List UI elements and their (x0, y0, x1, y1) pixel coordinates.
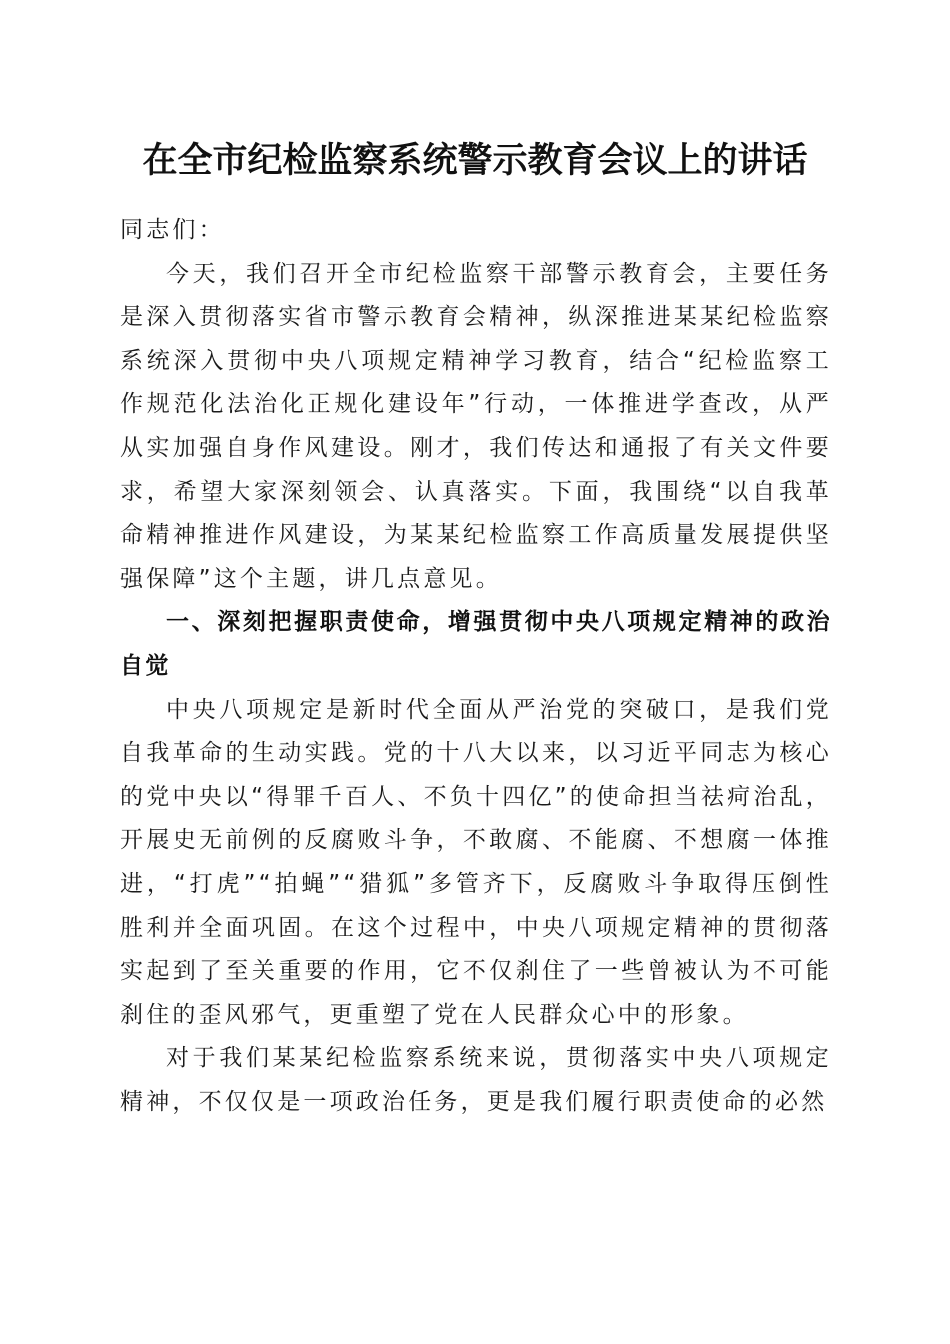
section-heading-1: 一、深刻把握职责使命，增强贯彻中央八项规定精神的政治自觉 (120, 609, 832, 679)
section1-paragraph-1: 中央八项规定是新时代全面从严治党的突破口，是我们党自我革命的生动实践。党的十八大以来，以习近平同志为核心的党中央以“得罪千百人、不负十四亿”的使命担当祛疴治乱，开展史无前例的反腐败斗争，不敢腐、不能腐、不想腐一体推进，“打虎”“拍蝇”“猎狐”多管齐下，反腐败斗争取得压倒性胜利并全面巩固。在这个过程中，中央八项规定精神的贯彻落实起到了至关重要的作用，它不仅刹住了一些曾被认为不可能刹住的歪风邪气，更重塑了党在人民群众心中的形象。 (120, 696, 832, 1028)
document-body (120, 209, 832, 1124)
document-title: 在全市纪检监察系统警示教育会议上的讲话 (142, 140, 808, 181)
section1-paragraph-2: 对于我们某某纪检监察系统来说，贯彻落实中央八项规定精神，不仅仅是一项政治任务，更是我们履行职责使命的必然 (120, 1045, 832, 1115)
intro-paragraph: 今天，我们召开全市纪检监察干部警示教育会，主要任务是深入贯彻落实省市警示教育会精神，纵深推进某某纪检监察系统深入贯彻中央八项规定精神学习教育，结合“纪检监察工作规范化法治化正规化建设年”行动，一体推进学查改，从严从实加强自身作风建设。刚才，我们传达和通报了有关文件要求，希望大家深刻领会、认真落实。下面，我围绕“以自我革命精神推进作风建设，为某某纪检监察工作高质量发展提供坚强保障”这个主题，讲几点意见。 (120, 260, 832, 592)
salutation: 同志们： (120, 217, 225, 243)
